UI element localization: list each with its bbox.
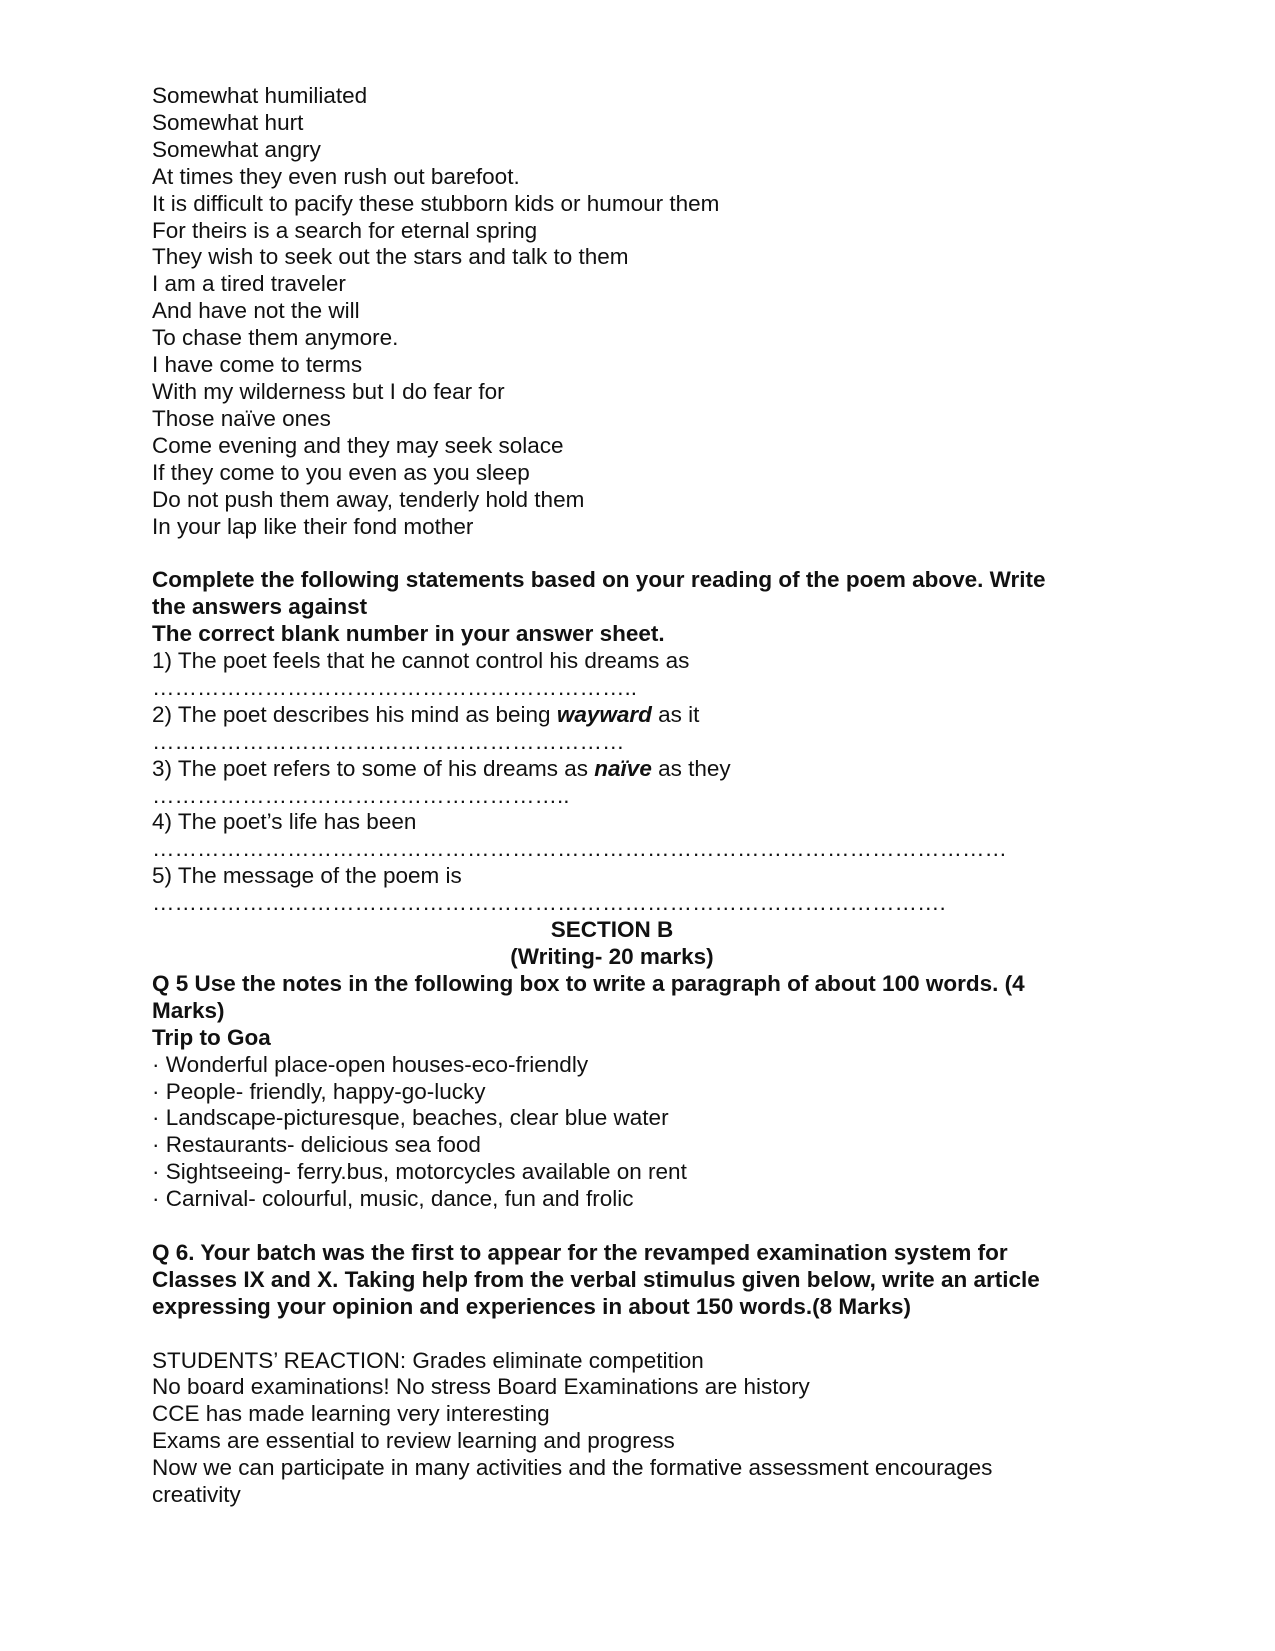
question-item <box>152 648 1112 675</box>
section-subtitle: (Writing- 20 marks) <box>510 943 714 969</box>
answer-blank: ……………………………………………….. <box>152 782 570 808</box>
question-item <box>152 702 1112 729</box>
poem-line: I have come to terms <box>152 352 363 378</box>
instruction-line: the answers against <box>152 594 368 620</box>
question-list <box>152 648 1112 917</box>
question-text: 5) The message of the poem is <box>152 863 462 889</box>
question-text: 1) The poet feels that he cannot control his dreams as <box>152 648 690 674</box>
poem-line: To chase them anymore. <box>152 325 399 351</box>
section-b-heading <box>152 917 1112 971</box>
answer-blank: ……………………………………………………….. <box>152 674 638 700</box>
question-emphasis: wayward <box>556 701 652 727</box>
note-item: · Landscape-picturesque, beaches, clear blue water <box>152 1105 669 1131</box>
instruction-line: The correct blank number in your answer sheet. <box>152 621 665 647</box>
question-text: 4) The poet’s life has been <box>152 809 417 835</box>
poem-line: And have not the will <box>152 298 360 324</box>
note-item: · Sightseeing- ferry.bus, motorcycles available on rent <box>152 1159 687 1185</box>
poem-line: For theirs is a search for eternal spring <box>152 217 538 243</box>
poem-line: Somewhat hurt <box>152 109 304 135</box>
poem-line: In your lap like their fond mother <box>152 513 474 539</box>
note-item: · Carnival- colourful, music, dance, fun and frolic <box>152 1186 634 1212</box>
q6-prompt: Classes IX and X. Taking help from the verbal stimulus given below, write an article <box>152 1266 1040 1292</box>
stimulus-line: STUDENTS’ REACTION: Grades eliminate competition <box>152 1347 704 1373</box>
poem-line: It is difficult to pacify these stubborn kids or humour them <box>152 190 720 216</box>
stimulus-line: Now we can participate in many activities and the formative assessment encourages <box>152 1455 993 1481</box>
question-emphasis: naïve <box>594 755 652 781</box>
note-item: · Wonderful place-open houses-eco-friendly <box>152 1051 589 1077</box>
poem-line: If they come to you even as you sleep <box>152 459 530 485</box>
q6-prompt: expressing your opinion and experiences in about 150 words.(8 Marks) <box>152 1293 911 1319</box>
q5-heading: Trip to Goa <box>152 1024 271 1050</box>
instruction-line: Complete the following statements based on your reading of the poem above. Write <box>152 567 1046 593</box>
q5-prompt: Q 5 Use the notes in the following box to write a paragraph of about 100 words. (4 <box>152 970 1025 996</box>
question-instructions <box>152 567 1112 648</box>
poem-line: Do not push them away, tenderly hold them <box>152 486 585 512</box>
stimulus-line: Exams are essential to review learning and progress <box>152 1428 675 1454</box>
poem-line: At times they even rush out barefoot. <box>152 163 520 189</box>
document-page <box>152 83 1112 1509</box>
poem-line: Come evening and they may seek solace <box>152 432 564 458</box>
stimulus-line: No board examinations! No stress Board Examinations are history <box>152 1374 810 1400</box>
poem-line: With my wilderness but I do fear for <box>152 378 505 404</box>
q5-notes-list <box>152 1052 1112 1213</box>
poem-line: Somewhat angry <box>152 136 321 162</box>
question-text: 2) The poet describes his mind as being <box>152 701 557 727</box>
q6-stimulus-list <box>152 1348 1112 1509</box>
poem-line: They wish to seek out the stars and talk to them <box>152 244 629 270</box>
question-text: as they <box>651 755 731 781</box>
question-text: 3) The poet refers to some of his dreams as <box>152 755 595 781</box>
note-item: · Restaurants- delicious sea food <box>152 1132 481 1158</box>
stimulus-line: CCE has made learning very interesting <box>152 1401 550 1427</box>
question-6 <box>152 1240 1112 1509</box>
poem-line: I am a tired traveler <box>152 271 346 297</box>
question-text: as it <box>651 701 700 727</box>
q5-prompt: Marks) <box>152 997 225 1023</box>
stimulus-line: creativity <box>152 1482 241 1508</box>
answer-blank: …………………………………………………………………………………………………… <box>152 836 1007 862</box>
question-5 <box>152 971 1112 1213</box>
question-item <box>152 756 1112 783</box>
question-item <box>152 809 1112 836</box>
poem-line: Somewhat humiliated <box>152 83 368 108</box>
poem-excerpt <box>152 83 1112 540</box>
q6-prompt: Q 6. Your batch was the first to appear for the revamped examination system for <box>152 1239 1008 1265</box>
note-item: · People- friendly, happy-go-lucky <box>152 1078 486 1104</box>
question-item <box>152 863 1112 890</box>
section-title: SECTION B <box>550 917 674 943</box>
answer-blank: ……………………………………………………… <box>152 728 625 754</box>
answer-blank: ……………………………………………………………………………………………. <box>152 890 946 916</box>
poem-line: Those naïve ones <box>152 405 331 431</box>
